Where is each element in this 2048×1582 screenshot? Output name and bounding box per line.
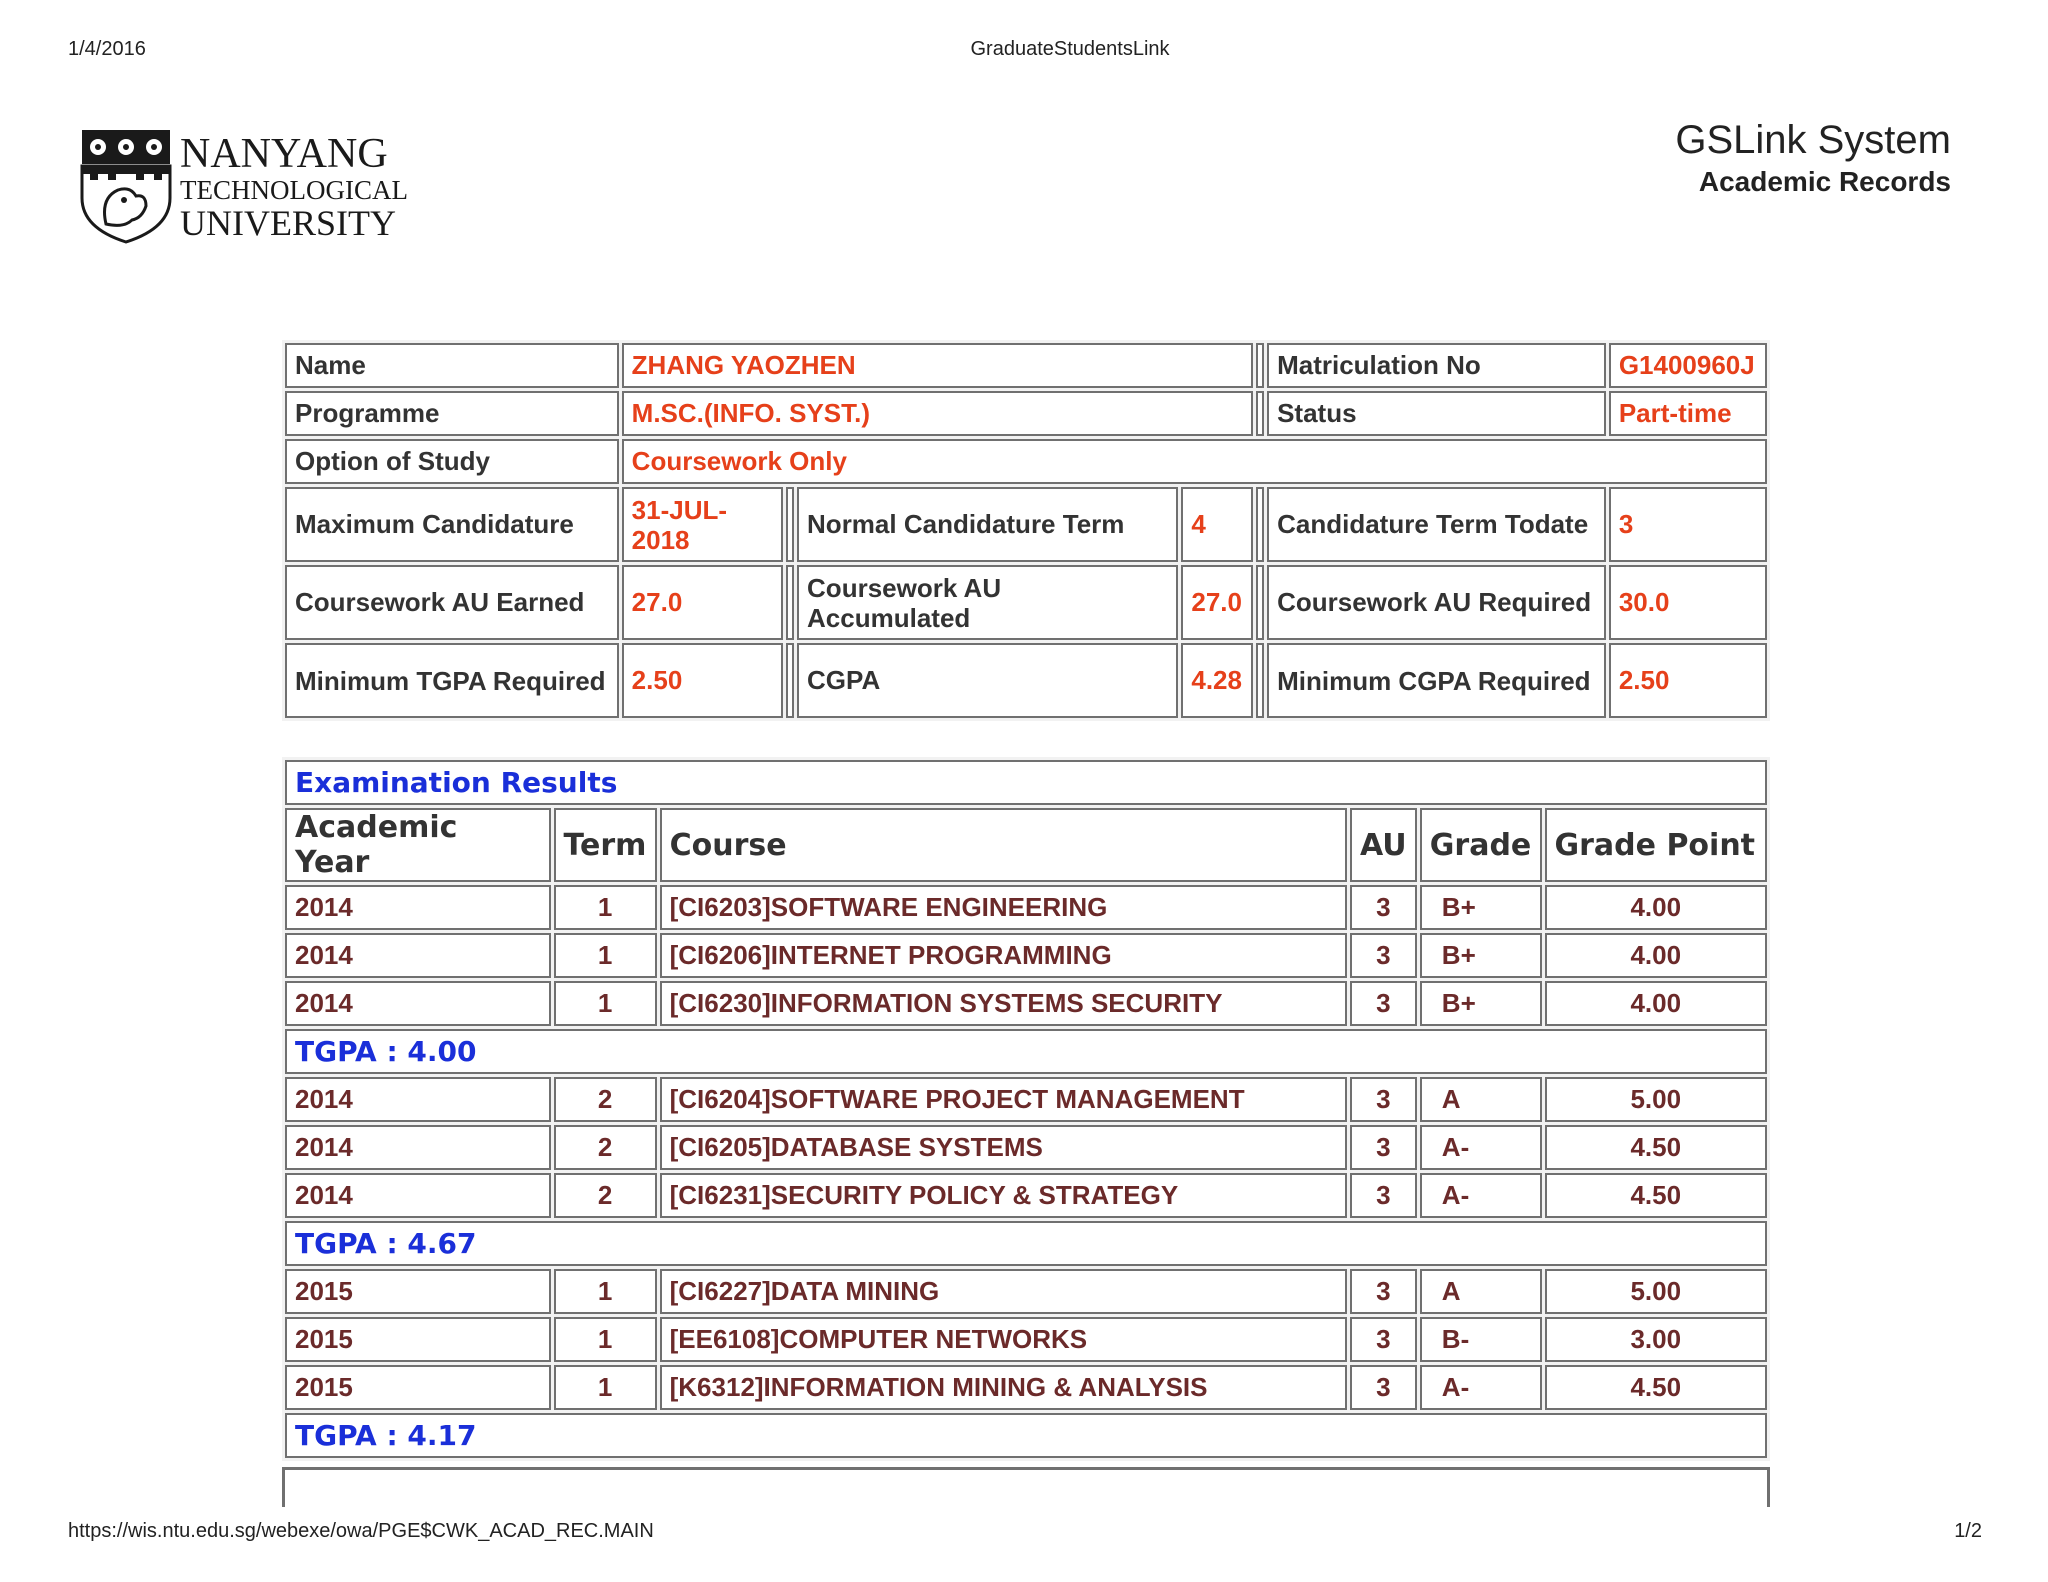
grade-cell: A- [1420, 1365, 1542, 1410]
matriculation-value: G1400960J [1609, 343, 1767, 388]
grade-cell: B+ [1420, 885, 1542, 930]
academic-year-cell: 2014 [285, 933, 551, 978]
academic-year-cell: 2014 [285, 885, 551, 930]
table-row [285, 1077, 1767, 1122]
programme-value: M.SC.(INFO. SYST.) [622, 391, 1253, 436]
status-value: Part-time [1609, 391, 1767, 436]
cgpa-value: 4.28 [1181, 643, 1253, 718]
au-cell: 3 [1350, 933, 1417, 978]
course-cell: [CI6230]INFORMATION SYSTEMS SECURITY [660, 981, 1347, 1026]
au-cell: 3 [1350, 1317, 1417, 1362]
name-value: ZHANG YAOZHEN [622, 343, 1253, 388]
column-divider [1256, 343, 1264, 388]
cgpa-label: CGPA [797, 643, 1178, 718]
table-row [285, 1125, 1767, 1170]
footer-url: https://wis.ntu.edu.sg/webexe/owa/PGE$CWK_ACAD_REC.MAIN [68, 1520, 654, 1542]
academic-year-cell: 2014 [285, 1125, 551, 1170]
column-divider [1256, 391, 1264, 436]
normal-candidature-term-label: Normal Candidature Term [797, 487, 1178, 562]
course-cell: [CI6205]DATABASE SYSTEMS [660, 1125, 1347, 1170]
term-cell: 1 [554, 1269, 657, 1314]
column-header-course: Course [660, 808, 1347, 882]
au-cell: 3 [1350, 1125, 1417, 1170]
minimum-cgpa-label: Minimum CGPA Required [1267, 643, 1606, 718]
grade-point-cell: 4.00 [1545, 981, 1767, 1026]
coursework-au-accumulated-label: Coursework AU Accumulated [797, 565, 1178, 640]
max-candidature-value: 31-JUL-2018 [622, 487, 783, 562]
grade-cell: B- [1420, 1317, 1542, 1362]
column-divider [1256, 643, 1264, 718]
option-of-study-value: Coursework Only [622, 439, 1767, 484]
grade-point-cell: 5.00 [1545, 1077, 1767, 1122]
logo-line-university: UNIVERSITY [180, 203, 396, 243]
column-divider [786, 487, 794, 562]
grade-point-cell: 4.50 [1545, 1173, 1767, 1218]
academic-year-cell: 2015 [285, 1317, 551, 1362]
system-subtitle: Academic Records [1698, 166, 1951, 197]
term-cell: 1 [554, 933, 657, 978]
grade-cell: A [1420, 1077, 1542, 1122]
course-cell: [CI6206]INTERNET PROGRAMMING [660, 933, 1347, 978]
grade-point-cell: 4.00 [1545, 933, 1767, 978]
course-cell: [CI6204]SOFTWARE PROJECT MANAGEMENT [660, 1077, 1347, 1122]
grade-cell: A- [1420, 1173, 1542, 1218]
au-cell: 3 [1350, 1077, 1417, 1122]
academic-year-cell: 2014 [285, 1173, 551, 1218]
tgpa-row [285, 1029, 1767, 1074]
university-logo [80, 128, 408, 246]
minimum-tgpa-label: Minimum TGPA Required [285, 643, 619, 718]
grade-point-cell: 4.50 [1545, 1365, 1767, 1410]
term-cell: 2 [554, 1125, 657, 1170]
examination-results-table [282, 757, 1770, 1461]
normal-candidature-term-value: 4 [1181, 487, 1253, 562]
table-row [285, 981, 1767, 1026]
column-divider [1256, 487, 1264, 562]
table-row [285, 1269, 1767, 1314]
tgpa-row [285, 1413, 1767, 1458]
option-of-study-label: Option of Study [285, 439, 619, 484]
status-label: Status [1267, 391, 1606, 436]
logo-line-technological: TECHNOLOGICAL [180, 175, 408, 205]
tgpa-value: TGPA : 4.00 [285, 1029, 1767, 1074]
term-cell: 2 [554, 1173, 657, 1218]
coursework-au-earned-label: Coursework AU Earned [285, 565, 619, 640]
course-cell: [EE6108]COMPUTER NETWORKS [660, 1317, 1347, 1362]
tgpa-value: TGPA : 4.17 [285, 1413, 1767, 1458]
column-divider [786, 565, 794, 640]
term-cell: 1 [554, 885, 657, 930]
course-cell: [CI6203]SOFTWARE ENGINEERING [660, 885, 1347, 930]
grade-point-cell: 4.50 [1545, 1125, 1767, 1170]
course-cell: [K6312]INFORMATION MINING & ANALYSIS [660, 1365, 1347, 1410]
coursework-au-required-value: 30.0 [1609, 565, 1767, 640]
column-header-term: Term [554, 808, 657, 882]
grade-cell: A [1420, 1269, 1542, 1314]
au-cell: 3 [1350, 885, 1417, 930]
coursework-au-earned-value: 27.0 [622, 565, 783, 640]
au-cell: 3 [1350, 1173, 1417, 1218]
table-row [285, 1173, 1767, 1218]
term-cell: 2 [554, 1077, 657, 1122]
column-divider [786, 643, 794, 718]
system-title: GSLink System [1675, 118, 1951, 162]
table-row [285, 1317, 1767, 1362]
table-row [285, 885, 1767, 930]
term-cell: 1 [554, 1365, 657, 1410]
academic-year-cell: 2015 [285, 1269, 551, 1314]
programme-label: Programme [285, 391, 619, 436]
course-cell: [CI6227]DATA MINING [660, 1269, 1347, 1314]
minimum-tgpa-value: 2.50 [622, 643, 783, 718]
name-label: Name [285, 343, 619, 388]
academic-year-cell: 2015 [285, 1365, 551, 1410]
table-row [285, 933, 1767, 978]
print-date: 1/4/2016 [68, 38, 146, 60]
grade-point-cell: 3.00 [1545, 1317, 1767, 1362]
max-candidature-label: Maximum Candidature [285, 487, 619, 562]
candidature-term-todate-value: 3 [1609, 487, 1767, 562]
matriculation-label: Matriculation No [1267, 343, 1606, 388]
logo-line-nanyang: NANYANG [180, 131, 388, 177]
au-cell: 3 [1350, 1365, 1417, 1410]
print-page-title: GraduateStudentsLink [970, 38, 1170, 60]
academic-year-cell: 2014 [285, 981, 551, 1026]
column-header-grade: Grade [1420, 808, 1542, 882]
grade-cell: A- [1420, 1125, 1542, 1170]
academic-year-cell: 2014 [285, 1077, 551, 1122]
term-cell: 1 [554, 981, 657, 1026]
candidature-term-todate-label: Candidature Term Todate [1267, 487, 1606, 562]
student-info-table [282, 340, 1770, 721]
column-header-academic-year: Academic Year [285, 808, 551, 882]
minimum-cgpa-value: 2.50 [1609, 643, 1767, 718]
grade-cell: B+ [1420, 933, 1542, 978]
coursework-au-accumulated-value: 27.0 [1181, 565, 1253, 640]
tgpa-row [285, 1221, 1767, 1266]
examination-results-title: Examination Results [285, 760, 1767, 805]
grade-point-cell: 5.00 [1545, 1269, 1767, 1314]
university-crest-icon [80, 128, 172, 244]
au-cell: 3 [1350, 1269, 1417, 1314]
column-header-au: AU [1350, 808, 1417, 882]
column-divider [1256, 565, 1264, 640]
course-cell: [CI6231]SECURITY POLICY & STRATEGY [660, 1173, 1347, 1218]
au-cell: 3 [1350, 981, 1417, 1026]
table-row [285, 1365, 1767, 1410]
footer-page-number: 1/2 [1954, 1520, 1982, 1542]
coursework-au-required-label: Coursework AU Required [1267, 565, 1606, 640]
next-section-table-edge [282, 1467, 1770, 1507]
grade-cell: B+ [1420, 981, 1542, 1026]
column-header-grade-point: Grade Point [1545, 808, 1767, 882]
tgpa-value: TGPA : 4.67 [285, 1221, 1767, 1266]
term-cell: 1 [554, 1317, 657, 1362]
grade-point-cell: 4.00 [1545, 885, 1767, 930]
